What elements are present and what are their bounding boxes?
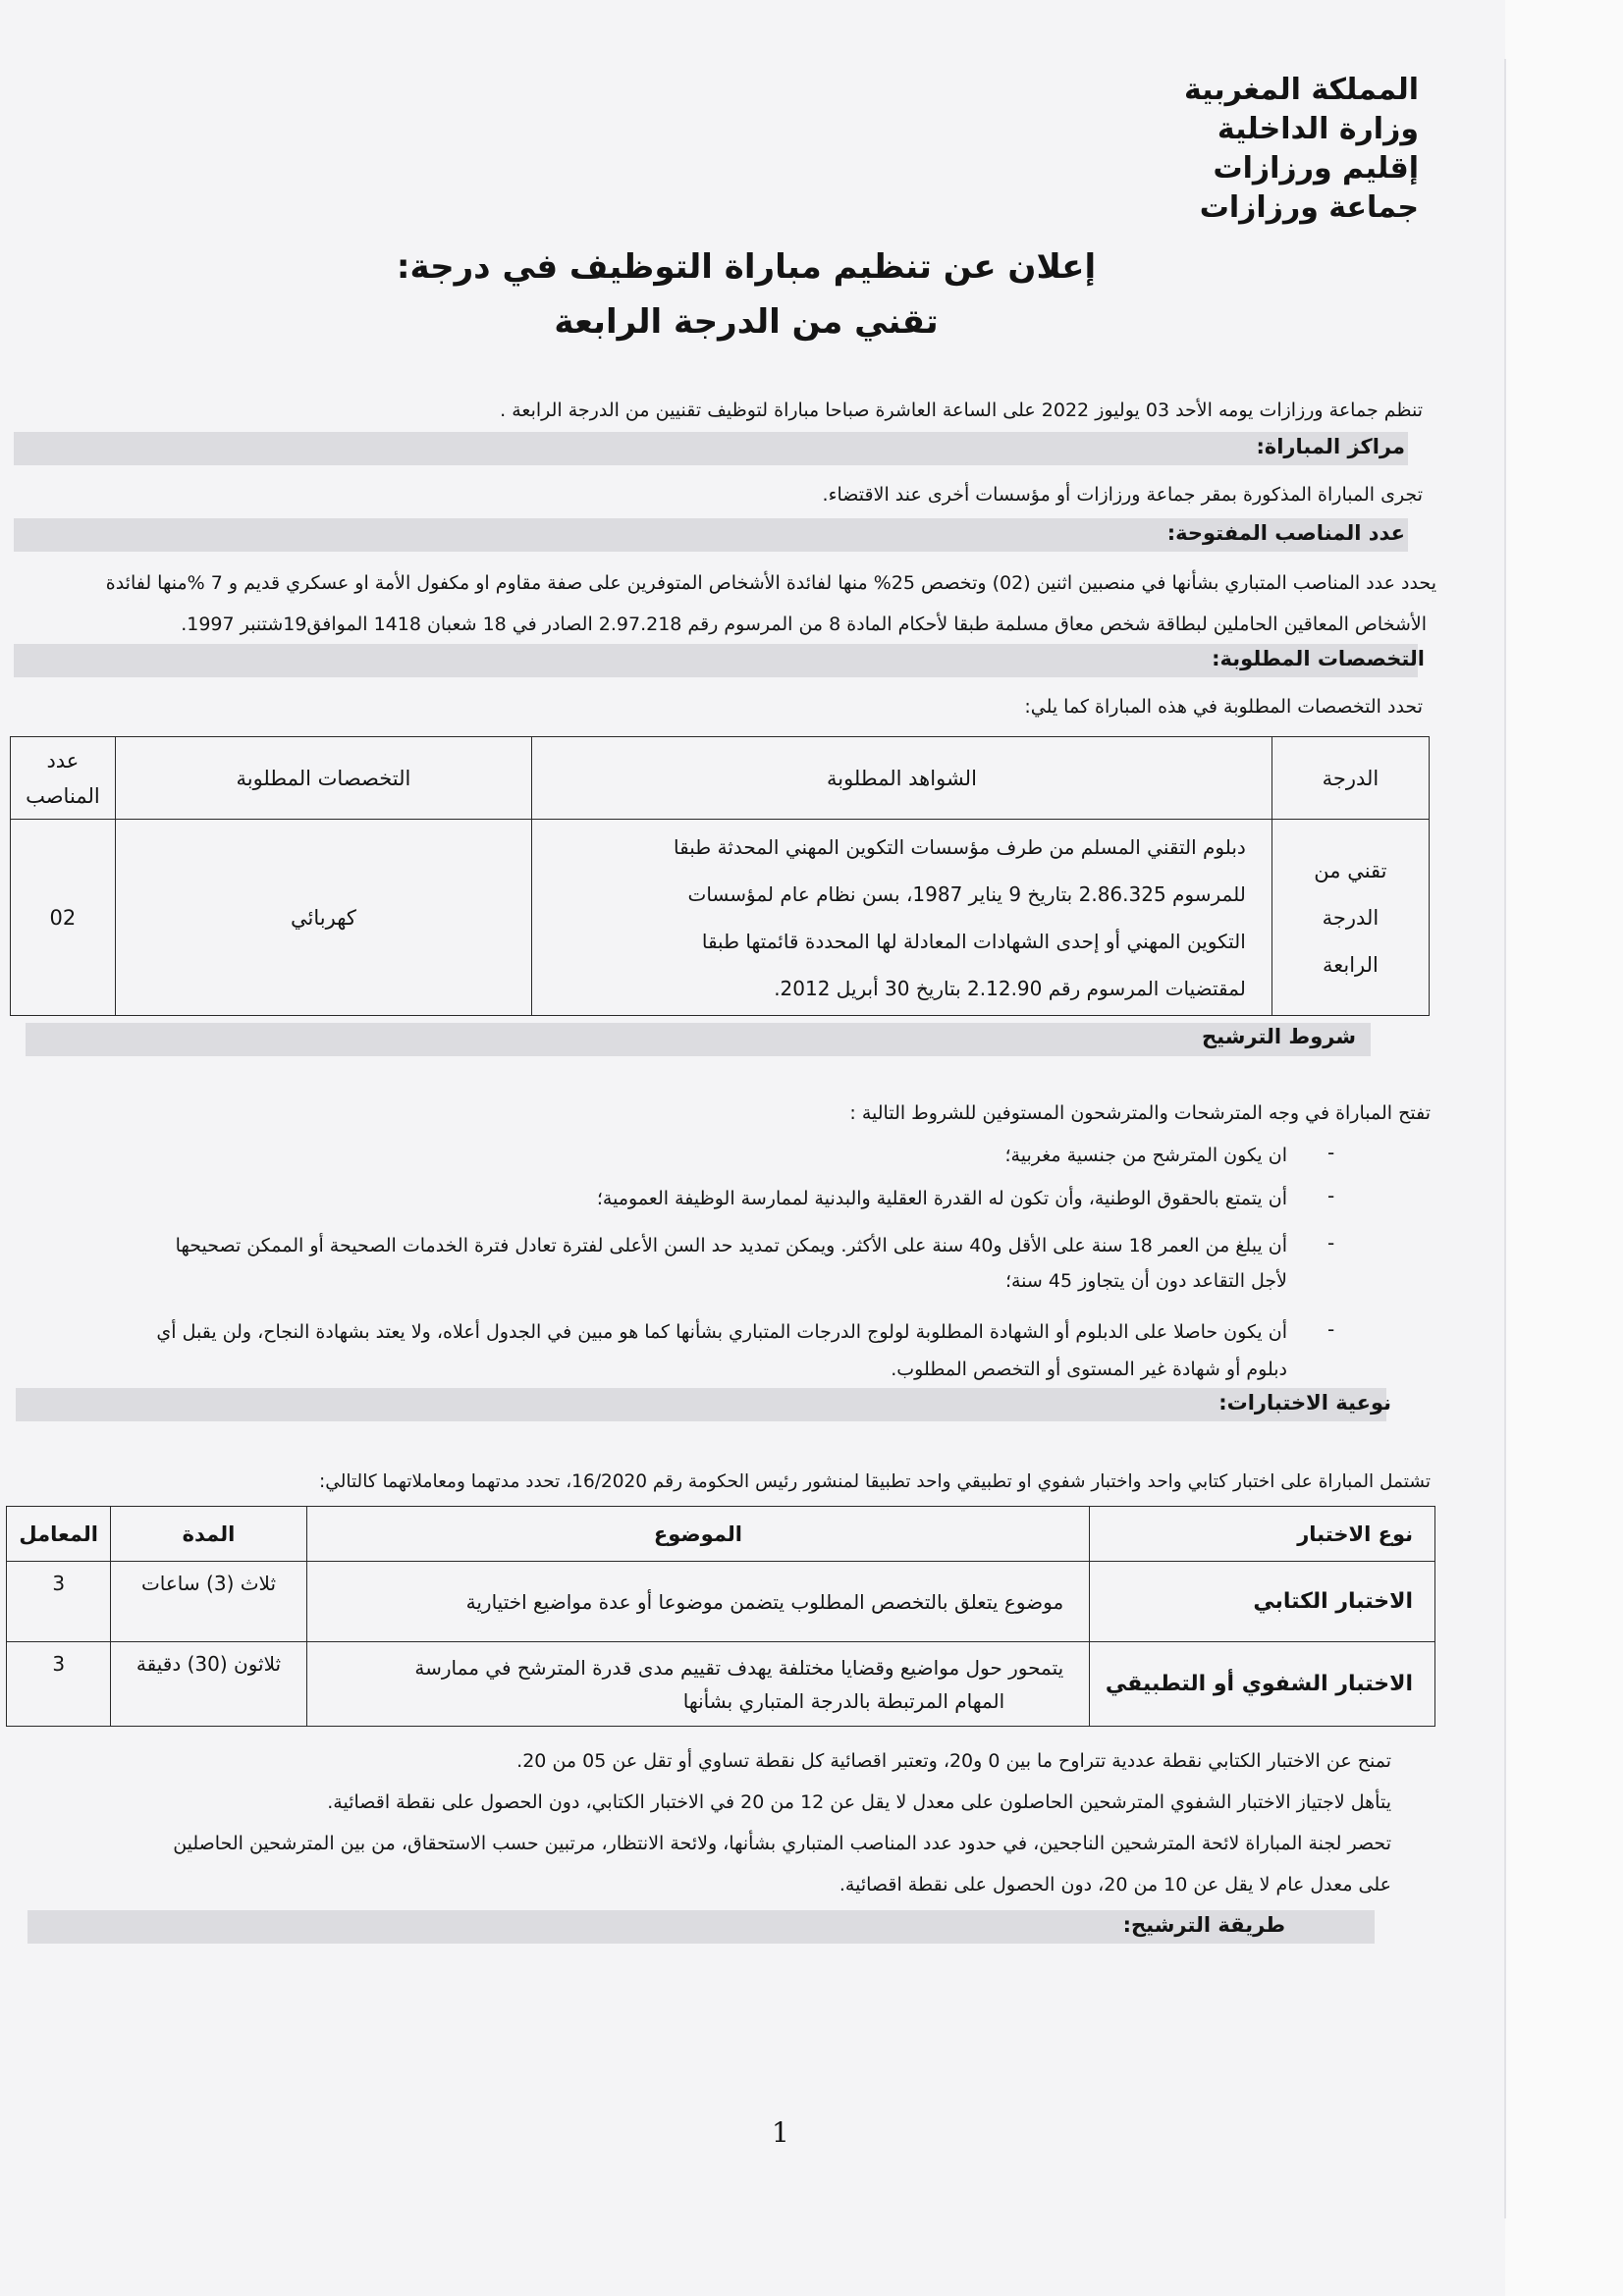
grading-text-line3: تحصر لجنة المباراة لائحة المترشحين الناجحين، في حدود عدد المناصب المتباري بشأنها، ولائحة الانتظار، مرتبين حسب الاستحقاق، من بين المترشحين الحاصلين (173, 1833, 1391, 1854)
header-exam-type: نوع الاختبار (1090, 1507, 1435, 1562)
letterhead (1026, 71, 1419, 228)
header-exam-subject: الموضوع (306, 1507, 1090, 1562)
header-exam-duration: المدة (111, 1507, 306, 1562)
page-number: 1 (772, 2116, 789, 2149)
cell-grade-line1: تقني من (1314, 858, 1387, 882)
list-bullet: - (1327, 1141, 1335, 1164)
header-positions-count (11, 737, 116, 820)
conditions-intro: تفتح المباراة في وجه المترشحات والمترشحون المستوفين للشروط التالية : (849, 1102, 1431, 1124)
table-row (7, 1562, 1435, 1642)
cell-grade-line2: الدرجة (1322, 905, 1380, 930)
section-heading-centers: مراكز المباراة: (1256, 435, 1405, 458)
list-item: دبلوم أو شهادة غير المستوى أو التخصص المطلوب. (891, 1359, 1287, 1380)
header-positions-count-line1: عدد (46, 748, 80, 773)
cell-exam-coefficient: 3 (7, 1642, 111, 1727)
header-exam-coefficient: المعامل (7, 1507, 111, 1562)
letterhead-province: إقليم ورزازات (1213, 151, 1419, 186)
cell-diplomas-line4: لمقتضيات المرسوم رقم 2.12.90 بتاريخ 30 أبريل 2012. (774, 976, 1246, 1000)
grading-text-line2: يتأهل لاجتياز الاختبار الشفوي المترشحين الحاصلون على معدل لا يقل عن 12 من 20 في الاختبار الكتابي، دون الحصول على نقطة اقصائية. (327, 1791, 1391, 1813)
cell-count: 02 (11, 820, 116, 1016)
cell-grade-line3: الرابعة (1322, 952, 1379, 977)
cell-exam-subject (306, 1562, 1090, 1642)
exams-table (6, 1506, 1435, 1727)
list-item: ان يكون المترشح من جنسية مغربية؛ (1004, 1145, 1287, 1166)
section-band-centers (14, 432, 1408, 465)
intro-text: تنظم جماعة ورزازات يومه الأحد 03 يوليوز 2022 على الساعة العاشرة صباحا مباراة لتوظيف تقنيين من الدرجة الرابعة . (500, 400, 1423, 421)
header-diplomas: الشواهد المطلوبة (532, 737, 1272, 820)
cell-exam-subject-line2: المهام المرتبطة بالدرجة المتباري بشأنها (682, 1688, 1005, 1713)
section-heading-method: طريقة الترشيح: (1122, 1913, 1285, 1937)
header-positions-count-line2: المناصب (26, 783, 100, 808)
table-row (11, 820, 1430, 1016)
cell-diplomas-line1: دبلوم التقني المسلم من طرف مؤسسات التكوين المهني المحدثة طبقا (674, 834, 1246, 859)
section-heading-positions: عدد المناصب المفتوحة: (1166, 521, 1405, 545)
cell-diplomas-line2: للمرسوم 2.86.325 بتاريخ 9 يناير 1987، بسن نظام عام لمؤسسات (687, 881, 1246, 906)
header-specialties: التخصصات المطلوبة (115, 737, 531, 820)
cell-exam-duration: ثلاثون (30) دقيقة (111, 1642, 306, 1727)
list-item: أن يبلغ من العمر 18 سنة على الأقل و40 سنة على الأكثر. ويمكن تمديد حد السن الأعلى لفترة تعادل فترة الخدمات الصحيحة أو الممكن تصحيحها (175, 1235, 1287, 1256)
section-heading-exams: نوعية الاختبارات: (1218, 1391, 1391, 1415)
header-grade: الدرجة (1271, 737, 1429, 820)
cell-diplomas (532, 820, 1272, 1016)
cell-grade (1271, 820, 1429, 1016)
page-margin (1505, 0, 1623, 2296)
list-item: أن يتمتع بالحقوق الوطنية، وأن تكون له القدرة العقلية والبدنية لممارسة الوظيفة العمومية؛ (596, 1188, 1287, 1209)
cell-exam-subject-line1: يتمحور حول مواضيع وقضايا مختلفة يهدف تقييم مدى قدرة المترشح في ممارسة (414, 1655, 1064, 1680)
list-bullet: - (1327, 1184, 1335, 1207)
page-subtitle: تقني من الدرجة الرابعة (554, 302, 939, 342)
list-bullet: - (1327, 1317, 1335, 1341)
exams-table-header (7, 1507, 1435, 1562)
cell-exam-duration: ثلاث (3) ساعات (111, 1562, 306, 1642)
section-band-specialties (14, 644, 1418, 677)
section-band-exams (16, 1388, 1386, 1421)
list-item: أن يكون حاصلا على الدبلوم أو الشهادة المطلوبة لولوج الدرجات المتباري بشأنها كما هو مبين في الجدول أعلاه، ولا يعتد بشهادة النجاح، ولن يقبل أي (156, 1321, 1287, 1343)
grading-text-line4: على معدل عام لا يقل عن 10 من 20، دون الحصول على نقطة اقصائية. (839, 1874, 1391, 1896)
list-item: لأجل التقاعد دون أن يتجاوز 45 سنة؛ (1004, 1270, 1287, 1292)
cell-exam-subject-line1: موضوع يتعلق بالتخصص المطلوب يتضمن موضوعا أو عدة مواضيع اختيارية (465, 1589, 1064, 1614)
section-band-conditions (26, 1023, 1371, 1056)
scan-fold-line (1504, 59, 1506, 2218)
specialties-table-header (11, 737, 1430, 820)
cell-diplomas-line3: التكوين المهني أو إحدى الشهادات المعادلة لها المحددة قائمتها طبقا (701, 929, 1246, 953)
cell-exam-subject (306, 1642, 1090, 1727)
centers-text: تجرى المباراة المذكورة بمقر جماعة ورزازات أو مؤسسات أخرى عند الاقتضاء. (822, 484, 1423, 506)
section-heading-conditions: شروط الترشيح (1202, 1025, 1356, 1048)
grading-text-line1: تمنح عن الاختبار الكتابي نقطة عددية تتراوح ما بين 0 و20، وتعتبر اقصائية كل نقطة تساوي أو تقل عن 05 من 20. (516, 1750, 1391, 1772)
letterhead-kingdom: المملكة المغربية (1183, 73, 1419, 107)
cell-exam-coefficient: 3 (7, 1562, 111, 1642)
section-heading-specialties: التخصصات المطلوبة: (1212, 647, 1425, 670)
exams-text: تشتمل المباراة على اختبار كتابي واحد واختبار شفوي او تطبيقي واحد تطبيقا لمنشور رئيس الحكومة رقم 16/2020، تحدد مدتهما ومعاملاتهما كالتالي: (319, 1471, 1431, 1492)
specialties-table (10, 736, 1430, 1016)
page-title: إعلان عن تنظيم مباراة التوظيف في درجة: (396, 247, 1097, 287)
cell-exam-type: الاختبار الشفوي أو التطبيقي (1090, 1642, 1435, 1727)
cell-exam-type: الاختبار الكتابي (1090, 1562, 1435, 1642)
list-bullet: - (1327, 1231, 1335, 1255)
letterhead-ministry: وزارة الداخلية (1217, 112, 1419, 146)
cell-specialty: كهربائي (115, 820, 531, 1016)
specialties-text: تحدد التخصصات المطلوبة في هذه المباراة كما يلي: (1024, 696, 1423, 718)
positions-text-line2: الأشخاص المعاقين الحاملين لبطاقة شخص معاق مسلمة طبقا لأحكام المادة 8 من المرسوم رقم 2.97.218 الصادر في 18 شعبان 1418 الموافق19شتنبر 1997. (181, 614, 1427, 635)
positions-text-line1: يحدد عدد المناصب المتباري بشأنها في منصبين اثنين (02) وتخصص 25% منها لفائدة الأشخاص المتوفرين على صفة مقاوم او مكفول الأمة او عسكري قديم و 7 %منها لفائدة (105, 572, 1436, 594)
letterhead-commune: جماعة ورزازات (1199, 190, 1419, 225)
table-row (7, 1642, 1435, 1727)
